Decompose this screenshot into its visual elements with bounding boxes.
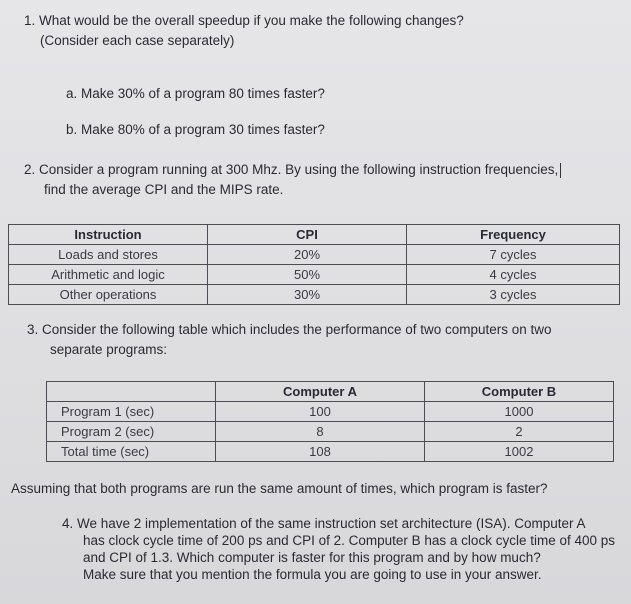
table-row [47, 442, 614, 462]
table-cell: 3 cycles [407, 285, 620, 305]
table-cell: 1002 [425, 442, 614, 462]
table-cell: 108 [216, 442, 425, 462]
table-cell: Program 2 (sec) [47, 422, 216, 442]
header-cell: CPI [208, 225, 407, 245]
question-4-line: 4. We have 2 implementation of the same instruction set architecture (ISA). Computer A [62, 516, 586, 531]
table-row [9, 245, 620, 265]
header-cell: Instruction [9, 225, 208, 245]
table-cell: Program 1 (sec) [47, 402, 216, 422]
table-row [9, 265, 620, 285]
table-row [47, 402, 614, 422]
table-cell: 50% [208, 265, 407, 285]
question-1-text: 1. What would be the overall speedup if you make the following changes? [24, 13, 464, 28]
header-cell: Computer B [425, 382, 614, 402]
question-2-line-2: find the average CPI and the MIPS rate. [44, 182, 284, 197]
table-row [47, 422, 614, 442]
header-cell: Frequency [407, 225, 620, 245]
question-3-text: 3. Consider the following table which includes the performance of two computers on two [27, 322, 552, 337]
instruction-table [8, 224, 620, 305]
question-1b: b. Make 80% of a program 30 times faster? [66, 122, 325, 137]
question-4-line: Make sure that you mention the formula you are going to use in your answer. [83, 567, 542, 582]
table-cell: Total time (sec) [47, 442, 216, 462]
question-4-line: has clock cycle time of 200 ps and CPI of 2. Computer B has a clock cycle time of 400 ps [83, 533, 615, 548]
question-3-assumption: Assuming that both programs are run the same amount of times, which program is faster? [11, 481, 548, 496]
table-cell: 8 [216, 422, 425, 442]
question-1a: a. Make 30% of a program 80 times faster? [66, 86, 325, 101]
table-cell: 2 [425, 422, 614, 442]
computer-performance-table [46, 381, 614, 462]
table-row [9, 285, 620, 305]
question-4-text [62, 515, 615, 583]
table-header-row [9, 225, 620, 245]
question-3-line-2: separate programs: [50, 342, 168, 357]
header-cell [47, 382, 216, 402]
table-cell: 7 cycles [407, 245, 620, 265]
question-4-line: and CPI of 1.3. Which computer is faster for this program and by how much? [83, 550, 541, 565]
text-cursor [560, 163, 561, 178]
question-2-text [24, 160, 561, 179]
table-cell: 100 [216, 402, 425, 422]
table-cell: Other operations [9, 285, 208, 305]
table-cell: Loads and stores [9, 245, 208, 265]
table-cell: 4 cycles [407, 265, 620, 285]
table-cell: 30% [208, 285, 407, 305]
header-cell: Computer A [216, 382, 425, 402]
question-2-line: 2. Consider a program running at 300 Mhz. By using the following instruction frequencies, [24, 162, 559, 177]
table-cell: 1000 [425, 402, 614, 422]
question-1-note: (Consider each case separately) [40, 33, 235, 48]
table-header-row [47, 382, 614, 402]
table-cell: Arithmetic and logic [9, 265, 208, 285]
table-cell: 20% [208, 245, 407, 265]
